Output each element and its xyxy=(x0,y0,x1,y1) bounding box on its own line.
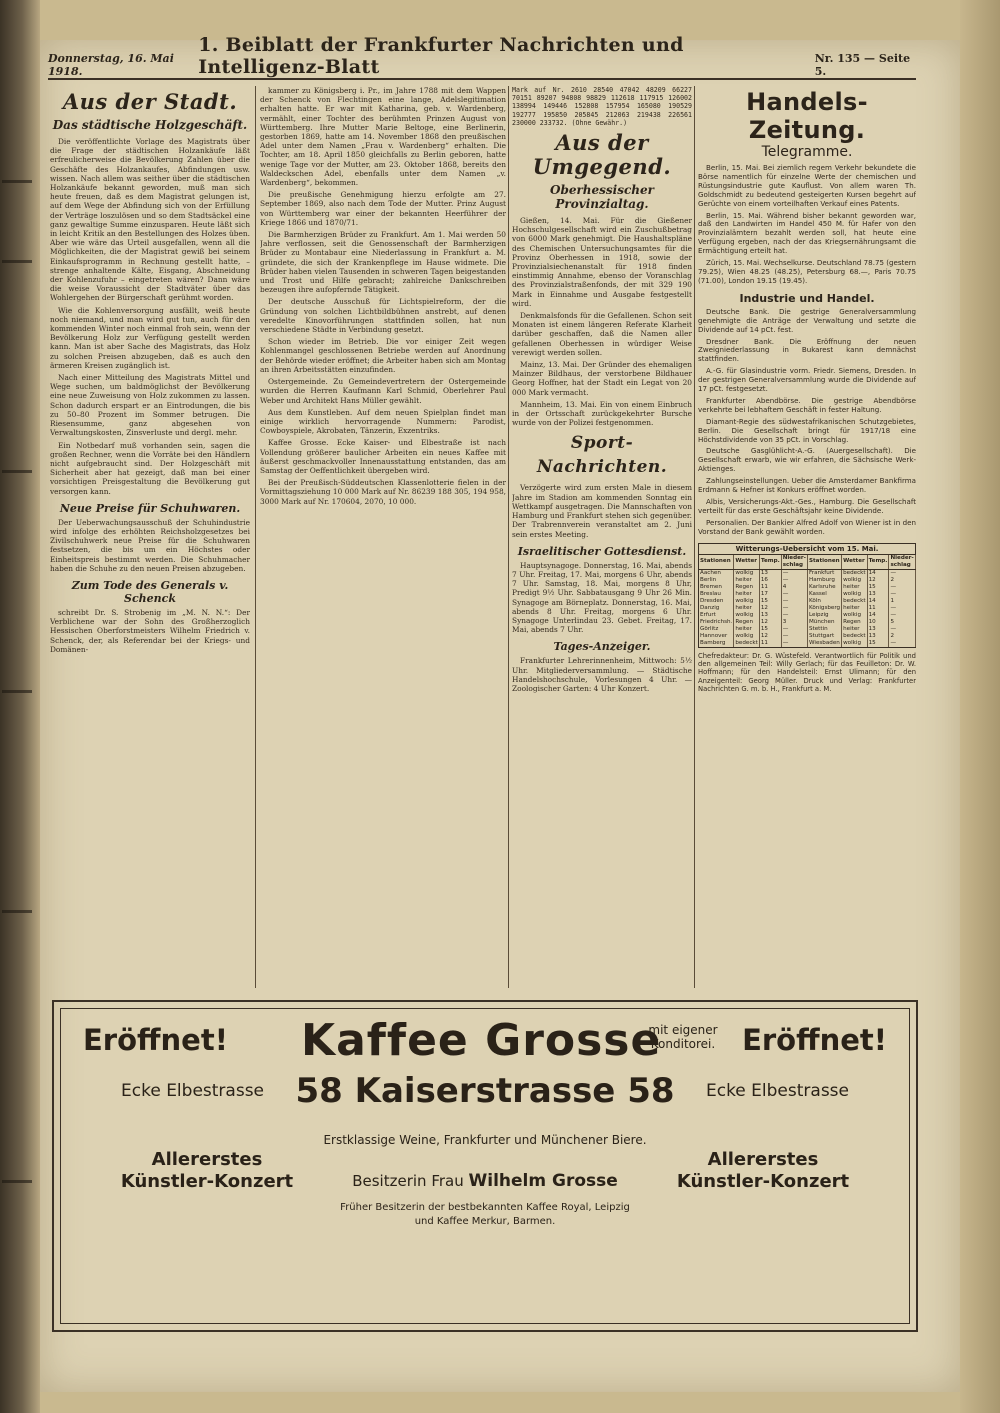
paragraph: Schon wieder im Betrieb. Die vor einiger Zeit wegen Kohlenmangel geschlossenen Betriebe werden auf Anordnung der Behörde wieder eröffnet; die Arbeiter haben sich am Montag an ihren Arbeitsstätten einzufinden. xyxy=(260,337,506,374)
table-cell: Stettin xyxy=(807,626,841,633)
paragraph: Deutsche Gasglühlicht-A.-G. (Auergesellschaft). Die Gesellschaft erwarb, wie wir erfahren, die Sächsische Werk-Aktienges. xyxy=(698,446,916,474)
table-cell: Regen xyxy=(842,619,868,626)
paragraph: schreibt Dr. S. Strobenig im „M. N. N.“: Der Verblichene war der Sohn des Großherzoglich Hessischen Oberforstmeisters Wilhelm Friedrich v. Schenck, der, als Referendar bei der Kriegs- und Domänen- xyxy=(50,607,250,654)
newspaper-title: 1. Beiblatt der Frankfurter Nachrichten und Intelligenz-Blatt xyxy=(198,34,684,78)
table-cell: Frankfurt xyxy=(807,569,841,577)
paragraph: Der deutsche Ausschuß für Lichtspielreform, der die Gründung von solchen Lichtbildbühnen anstrebt, auf denen veredelte Kinovorführungen stattfinden sollen, hat nun verschiedene Städte in Verbindung gesetzt. xyxy=(260,297,506,335)
paragraph: Gießen, 14. Mai. Für die Gießener Hochschulgesellschaft wird ein Zuschußbetrag von 6000 Mark genehmigt. Die Haushaltspläne des Chemischen Untersuchungsamtes für die Provinz Oberhessen in 1918, sowie der Provinzialsiechenanstalt für 1918 finden einstimmig Annahme, ebenso der Voranschlag des Provinzialstraßenfonds, der mit 329 190 Mark in Einnahme und Ausgabe festgestellt wird. xyxy=(512,216,692,308)
ad-owner xyxy=(61,1171,909,1191)
advertisement xyxy=(52,1000,918,1332)
paragraph: Mannheim, 13. Mai. Ein von einem Einbruch in der Ortsschaft zurückgekehrter Bursche wurde von der Polizei festgenommen. xyxy=(512,399,692,428)
article-heading: Tages-Anzeiger. xyxy=(553,640,651,654)
table-header: Wetter xyxy=(734,555,760,570)
article-body xyxy=(50,608,250,654)
table-cell: 13 xyxy=(867,626,889,633)
table-row xyxy=(699,619,915,626)
table-cell: heiter xyxy=(734,626,760,633)
table-cell: — xyxy=(781,626,807,633)
article-body xyxy=(50,518,250,573)
table-cell: Bremen xyxy=(699,584,734,591)
paragraph: Dresdner Bank. Die Eröffnung der neuen Zweigniederlassung in Bukarest kann demnächst stattfinden. xyxy=(698,336,916,364)
lottery-numbers: Mark auf Nr. 2610 28540 47042 48209 66227 70151 89207 94808 98829 112618 117915 126002 138994 149446 152808 157954 165080 190529 192777 195850 205845 212063 219438 226561 230000 233732. (Ohne Gewähr.) xyxy=(512,86,692,127)
table-cell: Aachen xyxy=(699,569,734,577)
article-body xyxy=(512,483,692,538)
paragraph: Ostergemeinde. Zu Gemeindevertretern der Ostergemeinde wurden die Herren Kaufmann Karl Schmid, Oberlehrer Paul Weber und Architekt Hans Müller gewählt. xyxy=(260,377,506,405)
paragraph: Aus dem Kunstleben. Auf dem neuen Spielplan findet man einige wirklich hervorragende Nummern: Parodist, Cowboyspiele, Akrobaten, Tänzerin, Exzentriks. xyxy=(260,407,506,436)
paragraph: Die Barmherzigen Brüder zu Frankfurt. Am 1. Mai werden 50 Jahre verflossen, seit die Genossenschaft der Barmherzigen Brüder zu Montabaur eine Niederlassung in Frankfurt a. M. gründete, die sich der Krankenpflege im Hause widmete. Die Brüder haben vielen Tausenden in schweren Tagen beigestanden und Trost und Hilfe gebracht; zahlreiche Dankschreiben bezeugen ihre aufopfernde Tätigkeit. xyxy=(260,230,506,295)
table-cell: wolkig xyxy=(734,612,760,619)
table-cell: Friedrichsh. xyxy=(700,618,733,625)
table-row xyxy=(699,577,915,584)
table-cell: — xyxy=(781,577,807,584)
paragraph: Diamant-Regie des südwestafrikanischen Schutzgebietes, Berlin. Die Gesellschaft bringt für 1917/18 eine Höchstdividende von 35 pCt. in Vorschlag. xyxy=(698,416,916,444)
table-cell: wolkig xyxy=(842,612,868,619)
section-heading: Aus der Stadt. xyxy=(62,89,238,114)
paragraph: Berlin, 15. Mai. Während bisher bekannt geworden war, daß den Landwirten im Handel 450 M. für Hafer von den Provinzialämtern bezahlt werden soll, hat heute eine Verfügung ergeben, nach der das Kriegsernährungsamt die Ermächtigung erteilt hat. xyxy=(698,210,916,256)
table-cell: Danzig xyxy=(699,605,734,612)
paragraph: Frankfurter Lehrerinnenheim, Mittwoch: 5½ Uhr. Mitgliederversammlung. — Städtische Handelshochschule, Vorlesungen 4 Uhr. — Zoologischer Garten: 4 Uhr Konzert. xyxy=(512,656,692,693)
paragraph: Mainz, 13. Mai. Der Gründer des ehemaligen Mainzer Bildhaus, der verstorbene Bildhauer Georg Hoffner, hat der Stadt ein Legat von 20 000 Mark vermacht. xyxy=(512,360,692,397)
table-cell: 17 xyxy=(759,591,781,598)
article-heading: Das städtische Holzgeschäft. xyxy=(52,118,248,132)
table-cell: 11 xyxy=(759,584,781,591)
ad-cafe-name: Kaffee Grosse xyxy=(301,1015,662,1066)
table-cell: Regen xyxy=(734,619,760,626)
table-cell: 1 xyxy=(889,598,915,605)
table-cell: Karlsruhe xyxy=(807,584,841,591)
table-cell: Leipzig xyxy=(807,612,841,619)
section-heading: Sport-Nachrichten. xyxy=(536,433,668,478)
column-rule xyxy=(255,86,256,988)
paragraph: kammer zu Königsberg i. Pr., im Jahre 1788 mit dem Wappen der Schenck von Flechtingen eine lange, Adelslegitimation erhalten hatte. Er war mit Katharina, geb. v. Wardenberg, vermählt, einer Tochter des berühmten Prinzen August von Württemberg. Ihre Mutter Marie Beltoge, eine Berlinerin, gestorben 1869, hatte am 14. November 1868 den preußischen Adel unter dem Namen „Frau v. Wardenberg“ erhalten. Die Tochter, am 18. April 1850 gleichfalls zu Berlin geboren, hatte wenige Tage vor der Mutter, am 23. Oktober 1868, bereits den Waldeckschen Adel, ebenfalls unter dem Namen „v. Wardenberg“, bekommen. xyxy=(260,86,506,188)
ad-opened-left: Eröffnet! xyxy=(83,1023,228,1057)
table-cell: 12 xyxy=(759,605,781,612)
column-business xyxy=(698,86,916,988)
weather-table-title: Witterungs-Uebersicht vom 15. Mai. xyxy=(699,544,915,555)
ad-drinks: Erstklassige Weine, Frankfurter und Münchener Biere. xyxy=(323,1133,647,1147)
weather-table xyxy=(698,543,916,648)
paragraph: Deutsche Bank. Die gestrige Generalversammlung genehmigte die Anträge der Verwaltung und setzte die Dividende auf 14 pCt. fest. xyxy=(698,306,916,334)
table-row xyxy=(699,612,915,619)
table-cell: — xyxy=(889,569,915,577)
article-heading: Oberhessischer Provinzialtag. xyxy=(550,183,654,212)
ad-address: 58 Kaiserstrasse 58 xyxy=(295,1071,675,1111)
table-cell: 14 xyxy=(867,612,889,619)
ad-concert-right: Allererstes Künstler-Konzert xyxy=(676,1149,850,1192)
paragraph: Ein Notbedarf muß vorhanden sein, sagen die großen Rechner, wenn die Vorräte bei den Händlern nicht aufgebraucht sind. Der Holzgeschäft mit Sicherheit aber hat gezeigt, daß man bei einer vorsichtigen Preisgestaltung die Bevölkerung gut versorgen kann. xyxy=(50,440,250,496)
paragraph: Denkmalsfonds für die Gefallenen. Schon seit Monaten ist einem längeren Referate Klarheit darüber geschaffen, daß die Namen aller gefallenen Oberhessen in würdiger Weise verewigt werden sollen. xyxy=(512,311,692,357)
article-body xyxy=(512,656,692,693)
table-cell: — xyxy=(781,569,807,577)
table-row xyxy=(699,626,915,633)
ad-owner-prefix: Besitzerin Frau xyxy=(352,1172,464,1190)
table-cell: bedeckt xyxy=(843,569,866,576)
table-cell: 11 xyxy=(759,640,781,647)
table-cell: heiter xyxy=(842,584,868,591)
table-cell: Dresden xyxy=(699,598,734,605)
table-cell: 13 xyxy=(867,591,889,598)
table-cell: 10 xyxy=(867,619,889,626)
ad-former-line: Früher Besitzerin der bestbekannten Kaffee Royal, Leipzig xyxy=(340,1202,630,1213)
table-cell: — xyxy=(889,591,915,598)
table-cell: 5 xyxy=(889,619,915,626)
table-cell: Hamburg xyxy=(807,577,841,584)
paragraph: Nach einer Mitteilung des Magistrats Mittel und Wege suchen, um baldmöglichst der Bevölkerung eine neue Zuweisung von Holz zukommen zu lassen. Schon dadurch erspart er an Eintrodungen, die bis zu 50–80 Prozent im Sommer betrugen. Die Riesensumme, ganz abgesehen von Verwaltungskosten, Zinsverluste und dergl. mehr. xyxy=(50,373,250,438)
ad-corner-left: Ecke Elbestrasse xyxy=(121,1081,265,1101)
table-cell: bedeckt xyxy=(843,632,866,639)
section-subheading: Telegramme. xyxy=(761,144,853,160)
table-header-row xyxy=(699,555,915,570)
ad-frame xyxy=(60,1008,910,1324)
table-cell: 2 xyxy=(889,577,915,584)
article-body xyxy=(50,137,250,496)
table-header: Stationen xyxy=(807,555,841,570)
table-cell: — xyxy=(781,612,807,619)
table-header: Nieder-schlag xyxy=(782,554,806,568)
table-cell: 3 xyxy=(781,619,807,626)
table-header: Temp. xyxy=(867,555,889,570)
table-cell: — xyxy=(889,605,915,612)
column-local-news xyxy=(50,86,250,988)
paragraph: Kaffee Grosse. Ecke Kaiser- und Elbestraße ist nach Vollendung größerer baulicher Arbeiten ein neues Kaffee mit äußerst geschmackvoller Innenausstattung entstanden, das am Samstag der Oeffentlichkeit übergeben wird. xyxy=(260,438,506,475)
table-cell: heiter xyxy=(734,591,760,598)
table-cell: 15 xyxy=(867,584,889,591)
table-header: Nieder-schlag xyxy=(890,554,914,568)
table-cell: 15 xyxy=(759,626,781,633)
table-cell: — xyxy=(781,633,807,640)
table-header: Wetter xyxy=(842,555,868,570)
table-cell: 15 xyxy=(759,598,781,605)
table-row xyxy=(699,640,915,647)
paragraph: A.-G. für Glasindustrie vorm. Friedr. Siemens, Dresden. In der gestrigen Generalversammlung wurde die Dividende auf 17 pCt. festgesetzt. xyxy=(698,366,916,394)
table-cell: München xyxy=(807,619,841,626)
paragraph: Zahlungseinstellungen. Ueber die Amsterdamer Bankfirma Erdmann & Hefner ist Konkurs eröffnet worden. xyxy=(698,476,916,495)
article-body xyxy=(698,164,916,286)
table-cell: — xyxy=(889,626,915,633)
table-row xyxy=(699,633,915,640)
table-cell: Breslau xyxy=(699,591,734,598)
table-header: Temp. xyxy=(759,555,781,570)
paragraph: Bei der Preußisch-Süddeutschen Klassenlotterie fielen in der Vormittagsziehung 10 000 Mark auf Nr. 86239 188 305, 194 958, 3000 Mark auf Nr. 170604, 2070, 10 000. xyxy=(260,478,506,506)
table-cell: heiter xyxy=(734,577,760,584)
table-cell: Erfurt xyxy=(699,612,734,619)
table-row xyxy=(699,605,915,612)
column-rule xyxy=(694,86,695,988)
masthead xyxy=(48,34,916,80)
table-row xyxy=(699,598,915,605)
table-cell: wolkig xyxy=(842,591,868,598)
table-cell: — xyxy=(889,584,915,591)
article-heading: Israelitischer Gottesdienst. xyxy=(517,544,687,558)
table-cell: 12 xyxy=(759,633,781,640)
paragraph: Albis, Versicherungs-Akt.-Ges., Hamburg. Die Gesellschaft verteilt für das erste Geschäftsjahr keine Dividende. xyxy=(698,497,916,515)
article-body xyxy=(512,216,692,427)
ad-owner-name: Wilhelm Grosse xyxy=(468,1171,618,1191)
table-cell: 14 xyxy=(867,569,889,577)
table-cell: 13 xyxy=(759,612,781,619)
table-cell: Köln xyxy=(807,598,841,605)
table-row xyxy=(699,584,915,591)
table-cell: heiter xyxy=(734,605,760,612)
table-cell: Bamberg xyxy=(699,640,734,647)
ad-konditorei: mit eigener Konditorei. xyxy=(648,1023,718,1051)
weather-rows xyxy=(699,569,915,647)
column-continued xyxy=(260,86,506,988)
table-cell: Stuttgart xyxy=(807,633,841,640)
paragraph: Hauptsynagoge. Donnerstag, 16. Mai, abends 7 Uhr. Freitag, 17. Mai, morgens 6 Uhr, abends 7 Uhr. Samstag, 18. Mai, morgens 8 Uhr, Predigt 9½ Uhr. Sabbatausgang 9 Uhr 26 Min. Synagoge am Börneplatz. Donnerstag, 16. Mai, abends 8 Uhr. Freitag, morgens 6 Uhr. Synagoge Unterlindau 23. Gebet. Freitag, 17. Mai, abends 7 Uhr. xyxy=(512,560,692,635)
table-row xyxy=(699,591,915,598)
table-cell: wolkig xyxy=(734,633,760,640)
paragraph: Personalien. Der Bankier Alfred Adolf von Wiener ist in den Vorstand der Bank gewählt worden. xyxy=(698,517,916,536)
article-body xyxy=(260,86,506,506)
table-cell: heiter xyxy=(842,626,868,633)
table-cell: Wiesbaden xyxy=(808,639,840,646)
paragraph: Wie die Kohlenversorgung ausfällt, weiß heute noch niemand, und man wird gut tun, auch für den kommenden Winter noch einmal froh sein, wenn der Bevölkerung Holz zur Verfügung gestellt werden kann. Man ist aber Sache des Magistrats, das Holz zu solchen Preisen abzugeben, daß es auch den ärmeren Kreisen zugänglich ist. xyxy=(50,305,250,370)
imprint: Chefredakteur: Dr. G. Wüstefeld. Verantwortlich für Politik und den allgemeinen Teil: Willy Gerlach; für das Feuilleton: Dr. W. Hoffmann; für den Handelsteil: Ernst Ulimann; für den Anzeigenteil: Georg Müller. Druck und Verlag: Frankfurter Nachrichten G. m. b. H., Frankfurt a. M. xyxy=(698,651,916,694)
table-cell: Kassel xyxy=(807,591,841,598)
table-cell: 14 xyxy=(867,598,889,605)
table-cell: bedeckt xyxy=(843,597,866,604)
paragraph: Die preußische Genehmigung hierzu erfolgte am 27. September 1869, also nach dem Tode der Mutter. Prinz August von Württemberg war einer der bekannten Heerführer der Kriege 1866 und 1870/71. xyxy=(260,190,506,227)
table-row xyxy=(699,569,915,577)
table-cell: wolkig xyxy=(734,569,760,577)
paragraph: Frankfurter Abendbörse. Die gestrige Abendbörse verkehrte bei lebhaftem Geschäft in fester Haltung. xyxy=(698,395,916,414)
article-heading: Zum Tode des Generals v. Schenck xyxy=(71,578,229,605)
issue-number: Nr. 135 — Seite 5. xyxy=(814,52,911,78)
table-cell: Görlitz xyxy=(699,626,734,633)
table-cell: 12 xyxy=(867,577,889,584)
table-header: Stationen xyxy=(699,555,734,570)
column-region xyxy=(512,86,692,988)
table-cell: wolkig xyxy=(842,640,868,647)
book-binding xyxy=(0,0,40,1413)
paragraph: Verzögerte wird zum ersten Male in diesem Jahre im Stadion am kommenden Sonntag ein Wettkampf ausgetragen. Die Mannschaften von Hamburg und Frankfurt stehen sich gegenüber. Der Trabrennverein veranstaltet am 2. Juni sein erstes Meeting. xyxy=(512,483,692,539)
table-cell: wolkig xyxy=(734,598,760,605)
paragraph: Berlin, 15. Mai. Bei ziemlich regem Verkehr bekundete die Börse namentlich für einzelne Werte der chemischen und Rüstungsindustrie gute Kauflust. Von allem waren Th. Goldschmidt zu bedeutend gesteigerten Kursen begehrt auf Gerüchte von einem vorteilhaften Verkauf eines Patents. xyxy=(698,163,916,208)
table-cell: 13 xyxy=(867,633,889,640)
table-cell: Regen xyxy=(734,584,760,591)
weather-grid xyxy=(699,555,916,647)
table-cell: wolkig xyxy=(842,577,868,584)
table-cell: 2 xyxy=(889,633,915,640)
table-cell: 12 xyxy=(759,619,781,626)
table-cell: 16 xyxy=(759,577,781,584)
ad-former xyxy=(61,1201,909,1229)
column-rule xyxy=(508,86,509,988)
section-heading: Handels-Zeitung. xyxy=(746,88,868,144)
table-cell: 11 xyxy=(867,605,889,612)
table-cell: Königsberg xyxy=(808,604,841,611)
table-cell: heiter xyxy=(842,605,868,612)
page-edge xyxy=(960,0,1000,1413)
table-cell: — xyxy=(889,612,915,619)
table-cell: Berlin xyxy=(699,577,734,584)
paragraph: Zürich, 15. Mai. Wechselkurse. Deutschland 78.75 (gestern 79.25), Wien 48.25 (48.25), Petersburg 68.—, Paris 70.75 (71.00), London 19.15 (19.45). xyxy=(698,258,916,285)
article-heading: Neue Preise für Schuhwaren. xyxy=(59,501,241,515)
paragraph: Der Ueberwachungsausschuß der Schuhindustrie wird infolge des erhöhten Reichsholzgesetzes bei Zivilschuhwerk neue Preise für die Schuhwaren festsetzen, die bis um ein Höchstes oder Einheitspreis bestimmt werden. Die Schuhmacher haben die Schuhe zu den neuen Preisen abzugeben. xyxy=(50,517,250,573)
article-heading: Industrie und Handel. xyxy=(739,291,875,305)
table-cell: 4 xyxy=(781,584,807,591)
table-cell: 15 xyxy=(867,640,889,647)
paragraph: Die veröffentlichte Vorlage des Magistrats über die Frage der städtischen Holzankäufe läßt erfreulicherweise die Bevölkerung Zahlen über die Geschäfte des Holzankaufes, Abfindungen usw. wissen. Nach allem was seither über die städtischen Holzankäufe bekannt geworden, muß man sich heute freuen, daß es dem Magistrat gelungen ist, auf dem Wege der Abfindung sich von der Erfüllung der Verträge loszulösen und so dem Stadtsäckel eine ganz gewaltige Summe einzusparen. Heute läßt sich in leicht Kritik an den Bestellungen des Holzes üben. Aber wie wäre das Urteil ausgefallen, wenn all die Möglichkeiten, die der Magistrat gewiß bei seinem Einkaufsprogramm in Rechnung gestellt hatte, – strenge anhaltende Kälte, Eisgang, Abschneidung der Kohlenzufuhr – eingetreten wären? Dann wäre die weise Voraussicht der Stadtväter über das Wohlergehen der Bürgerschaft gerühmt worden. xyxy=(50,137,250,303)
table-cell: bedeckt xyxy=(735,639,758,646)
section-heading: Aus der Umgegend. xyxy=(532,130,672,180)
table-cell: — xyxy=(781,591,807,598)
table-cell: — xyxy=(781,605,807,612)
ad-opened-right: Eröffnet! xyxy=(742,1023,887,1057)
issue-date: Donnerstag, 16. Mai 1918. xyxy=(48,52,174,78)
table-cell: — xyxy=(781,598,807,605)
table-cell: 13 xyxy=(759,569,781,577)
table-cell: — xyxy=(889,640,915,647)
ad-corner-right: Ecke Elbestrasse xyxy=(705,1081,849,1101)
table-cell: Hannover xyxy=(699,633,734,640)
article-body xyxy=(698,308,916,537)
ad-former-line: und Kaffee Merkur, Barmen. xyxy=(414,1216,556,1227)
article-body xyxy=(512,561,692,635)
ad-concert-left: Allererstes Künstler-Konzert xyxy=(120,1149,294,1192)
table-cell: — xyxy=(781,640,807,647)
